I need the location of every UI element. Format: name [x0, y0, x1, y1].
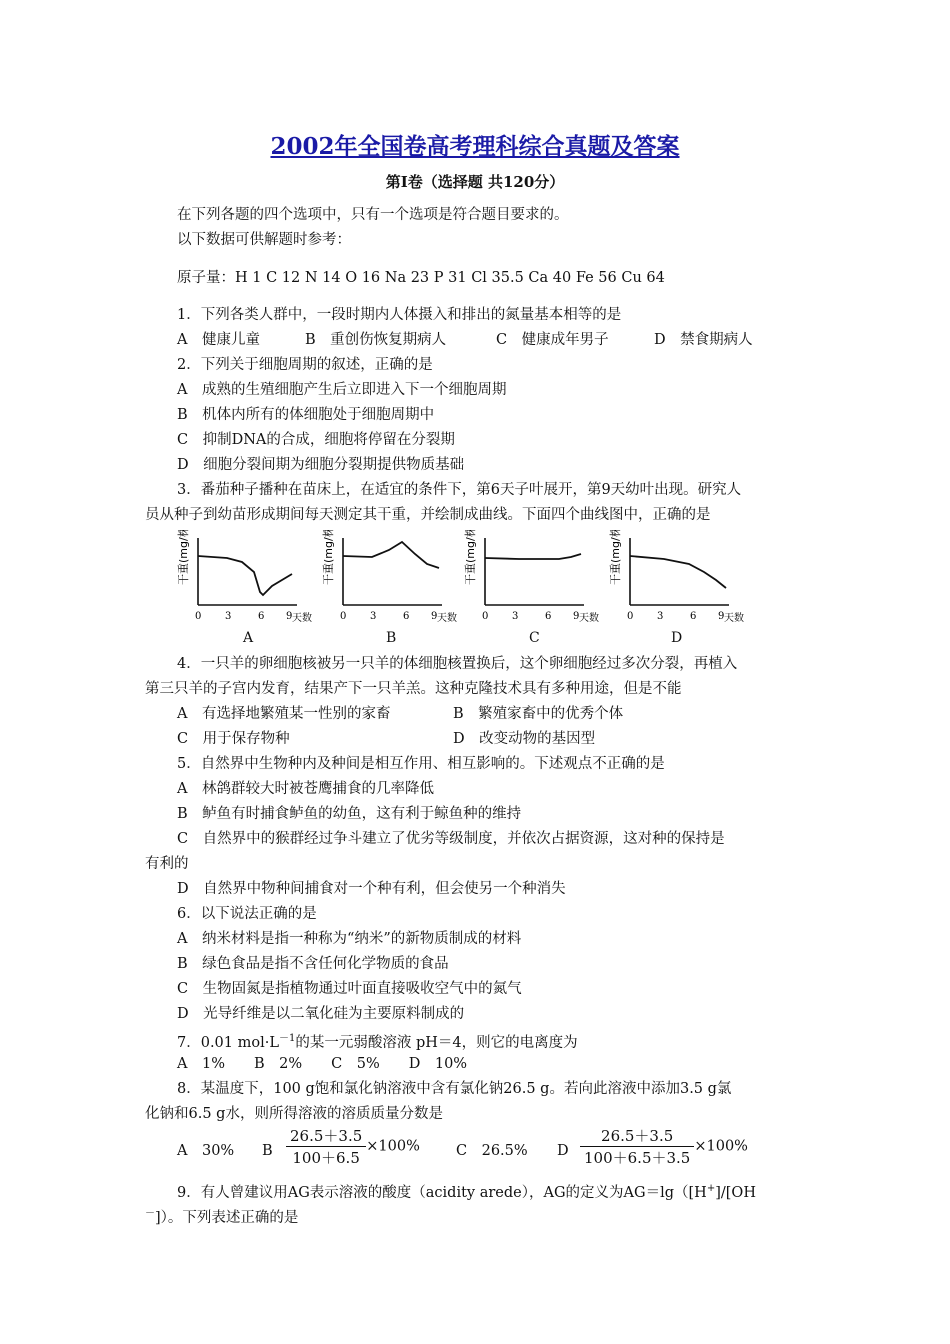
q5-option-c-cont: 有利的	[145, 856, 189, 872]
intro-line-1: 在下列各题的四个选项中，只有一个选项是符合题目要求的。	[177, 207, 569, 223]
q2-option-b: B 机体内所有的体细胞处于细胞周期中	[177, 407, 435, 423]
q5-option-a: A 林鸽群较大时被苍鹰捕食的几率降低	[177, 781, 434, 797]
q8-d-tail: ×100%	[694, 1138, 748, 1155]
graph-label-b: B	[386, 630, 397, 646]
q4-stem-1: 4．一只羊的卵细胞核被另一只羊的体细胞核置换后，这个卵细胞经过多次分裂，再植入	[177, 656, 738, 672]
q9-stem-1a: 9．有人曾建议用AG表示溶液的酸度（acidity arede），AG的定义为AG＝lg（[H	[177, 1184, 707, 1201]
tick-c-3: 3	[512, 611, 519, 622]
q9-stem-2	[145, 1204, 298, 1228]
q4-option-c: C 用于保存物种	[177, 731, 290, 747]
q4-option-a: A 有选择地繁殖某一性别的家畜	[177, 706, 391, 722]
q1-stem: 1．下列各类人群中，一段时期内人体摄入和排出的氮量基本相等的是	[177, 307, 622, 323]
q7-stem-a: 7．0.01 mol·L	[177, 1034, 279, 1051]
xlabel-a: 天数	[292, 613, 312, 624]
tick-a-6: 6	[258, 611, 265, 622]
q8-b-tail: ×100%	[366, 1138, 420, 1155]
curve-c	[485, 554, 581, 559]
q8-option-b-label: B	[262, 1143, 273, 1159]
q8-b-den: 100＋6.5	[292, 1149, 360, 1167]
tick-d-3: 3	[657, 611, 664, 622]
tick-b-0: 0	[340, 611, 347, 622]
tick-a-9: 9	[286, 611, 293, 622]
q9-stem-1b: ]/[OH	[715, 1184, 756, 1201]
q8-d-fraction	[580, 1125, 694, 1168]
q4-option-b: B 繁殖家畜中的优秀个体	[453, 706, 624, 722]
graph-label-d: D	[671, 630, 683, 646]
q4-option-d: D 改变动物的基因型	[453, 731, 596, 747]
tick-a-3: 3	[225, 611, 232, 622]
graph-label-c: C	[529, 630, 540, 646]
q9-stem-1	[177, 1179, 756, 1203]
q8-b-num: 26.5＋3.5	[286, 1125, 366, 1147]
xlabel-d: 天数	[724, 613, 744, 624]
q8-option-c: C 26.5%	[456, 1143, 528, 1159]
curve-d	[630, 556, 726, 588]
q7-stem	[177, 1029, 578, 1053]
q5-option-b: B 鲈鱼有时捕食鲈鱼的幼鱼，这有利于鲸鱼种的维持	[177, 806, 522, 822]
q9-stem-2b: ]）。下列表述正确的是	[155, 1209, 299, 1226]
q7-stem-b: 的某一元弱酸溶液 pH＝4，则它的电离度为	[295, 1034, 578, 1051]
q2-option-d: D 细胞分裂间期为细胞分裂期提供物质基础	[177, 457, 465, 473]
curve-a	[198, 556, 292, 595]
q5-option-d: D 自然界中物种间捕食对一个种有利，但会使另一个种消失	[177, 881, 566, 897]
q1-option-a: A 健康儿童	[177, 332, 260, 348]
page-title: 2002年全国卷高考理科综合真题及答案	[270, 133, 680, 160]
q8-d-den: 100＋6.5＋3.5	[584, 1149, 691, 1167]
q4-stem-2: 第三只羊的子宫内发育，结果产下一只羊羔。这种克隆技术具有多种用途，但是不能	[145, 681, 682, 697]
graph-c	[463, 530, 599, 624]
q3-stem-1: 3．番茄种子播种在苗床上，在适宜的条件下，第6天子叶展开，第9天幼叶出现。研究人	[177, 482, 742, 498]
q6-stem: 6．以下说法正确的是	[177, 906, 317, 922]
graph-b	[321, 530, 457, 624]
q8-stem-2: 化钠和6.5 g水，则所得溶液的溶质质量分数是	[145, 1106, 443, 1122]
q2-option-a: A 成熟的生殖细胞产生后立即进入下一个细胞周期	[177, 382, 507, 398]
ylabel-d: 干重(mg/株)	[609, 530, 622, 585]
q1-option-b: B 重创伤恢复期病人	[305, 332, 447, 348]
q5-stem: 5．自然界中生物种内及种间是相互作用、相互影响的。下述观点不正确的是	[177, 756, 665, 772]
q9-stem-2sup: －	[145, 1208, 155, 1219]
q5-option-c: C 自然界中的猴群经过争斗建立了优劣等级制度，并依次占据资源，这对种的保持是	[177, 831, 725, 847]
tick-d-9: 9	[718, 611, 725, 622]
ylabel-b: 干重(mg/株)	[322, 530, 335, 585]
q6-option-b: B 绿色食品是指不含任何化学物质的食品	[177, 956, 449, 972]
ylabel-a: 干重(mg/株)	[177, 530, 190, 585]
q8-option-d	[580, 1125, 748, 1168]
q1-option-d: D 禁食期病人	[654, 332, 753, 348]
tick-d-6: 6	[690, 611, 697, 622]
tick-c-6: 6	[545, 611, 552, 622]
graph-a	[176, 530, 312, 624]
q1-option-c: C 健康成年男子	[496, 332, 609, 348]
q2-option-c: C 抑制DNA的合成，细胞将停留在分裂期	[177, 432, 455, 448]
q9-stem-1sup: +	[706, 1183, 716, 1194]
q6-option-d: D 光导纤维是以二氧化硅为主要原料制成的	[177, 1006, 465, 1022]
tick-c-0: 0	[482, 611, 489, 622]
q8-option-d-label: D	[557, 1143, 569, 1159]
tick-b-9: 9	[431, 611, 438, 622]
tick-b-6: 6	[403, 611, 410, 622]
curve-b	[343, 542, 439, 568]
q8-option-b	[286, 1125, 420, 1168]
q8-b-fraction	[286, 1125, 366, 1168]
ylabel-c: 干重(mg/株)	[464, 530, 477, 585]
q7-stem-sup: －1	[278, 1033, 296, 1044]
tick-d-0: 0	[627, 611, 634, 622]
atomic-masses: 原子量：H 1 C 12 N 14 O 16 Na 23 P 31 Cl 35.5 Ca 40 Fe 56 Cu 64	[177, 270, 665, 286]
graph-label-a: A	[243, 630, 254, 646]
tick-b-3: 3	[370, 611, 377, 622]
graph-d	[608, 530, 744, 624]
q7-options: A 1% B 2% C 5% D 10%	[177, 1056, 468, 1072]
q3-stem-2: 员从种子到幼苗形成期间每天测定其干重，并绘制成曲线。下面四个曲线图中，正确的是	[145, 507, 711, 523]
intro-line-2: 以下数据可供解题时参考：	[177, 232, 351, 248]
q6-option-c: C 生物固氮是指植物通过叶面直接吸收空气中的氮气	[177, 981, 522, 997]
section-title: 第Ⅰ卷（选择题 共120分）	[385, 173, 565, 191]
q8-stem-1: 8．某温度下，100 g饱和氯化钠溶液中含有氯化钠26.5 g。若向此溶液中添加3.5 g氯	[177, 1081, 732, 1097]
q8-option-a: A 30%	[177, 1143, 235, 1159]
tick-a-0: 0	[195, 611, 202, 622]
xlabel-b: 天数	[437, 613, 457, 624]
q2-stem: 2．下列关于细胞周期的叙述，正确的是	[177, 357, 433, 373]
xlabel-c: 天数	[579, 613, 599, 624]
q8-d-num: 26.5＋3.5	[580, 1125, 694, 1147]
tick-c-9: 9	[573, 611, 580, 622]
q6-option-a: A 纳米材料是指一种称为“纳米”的新物质制成的材料	[177, 931, 522, 947]
